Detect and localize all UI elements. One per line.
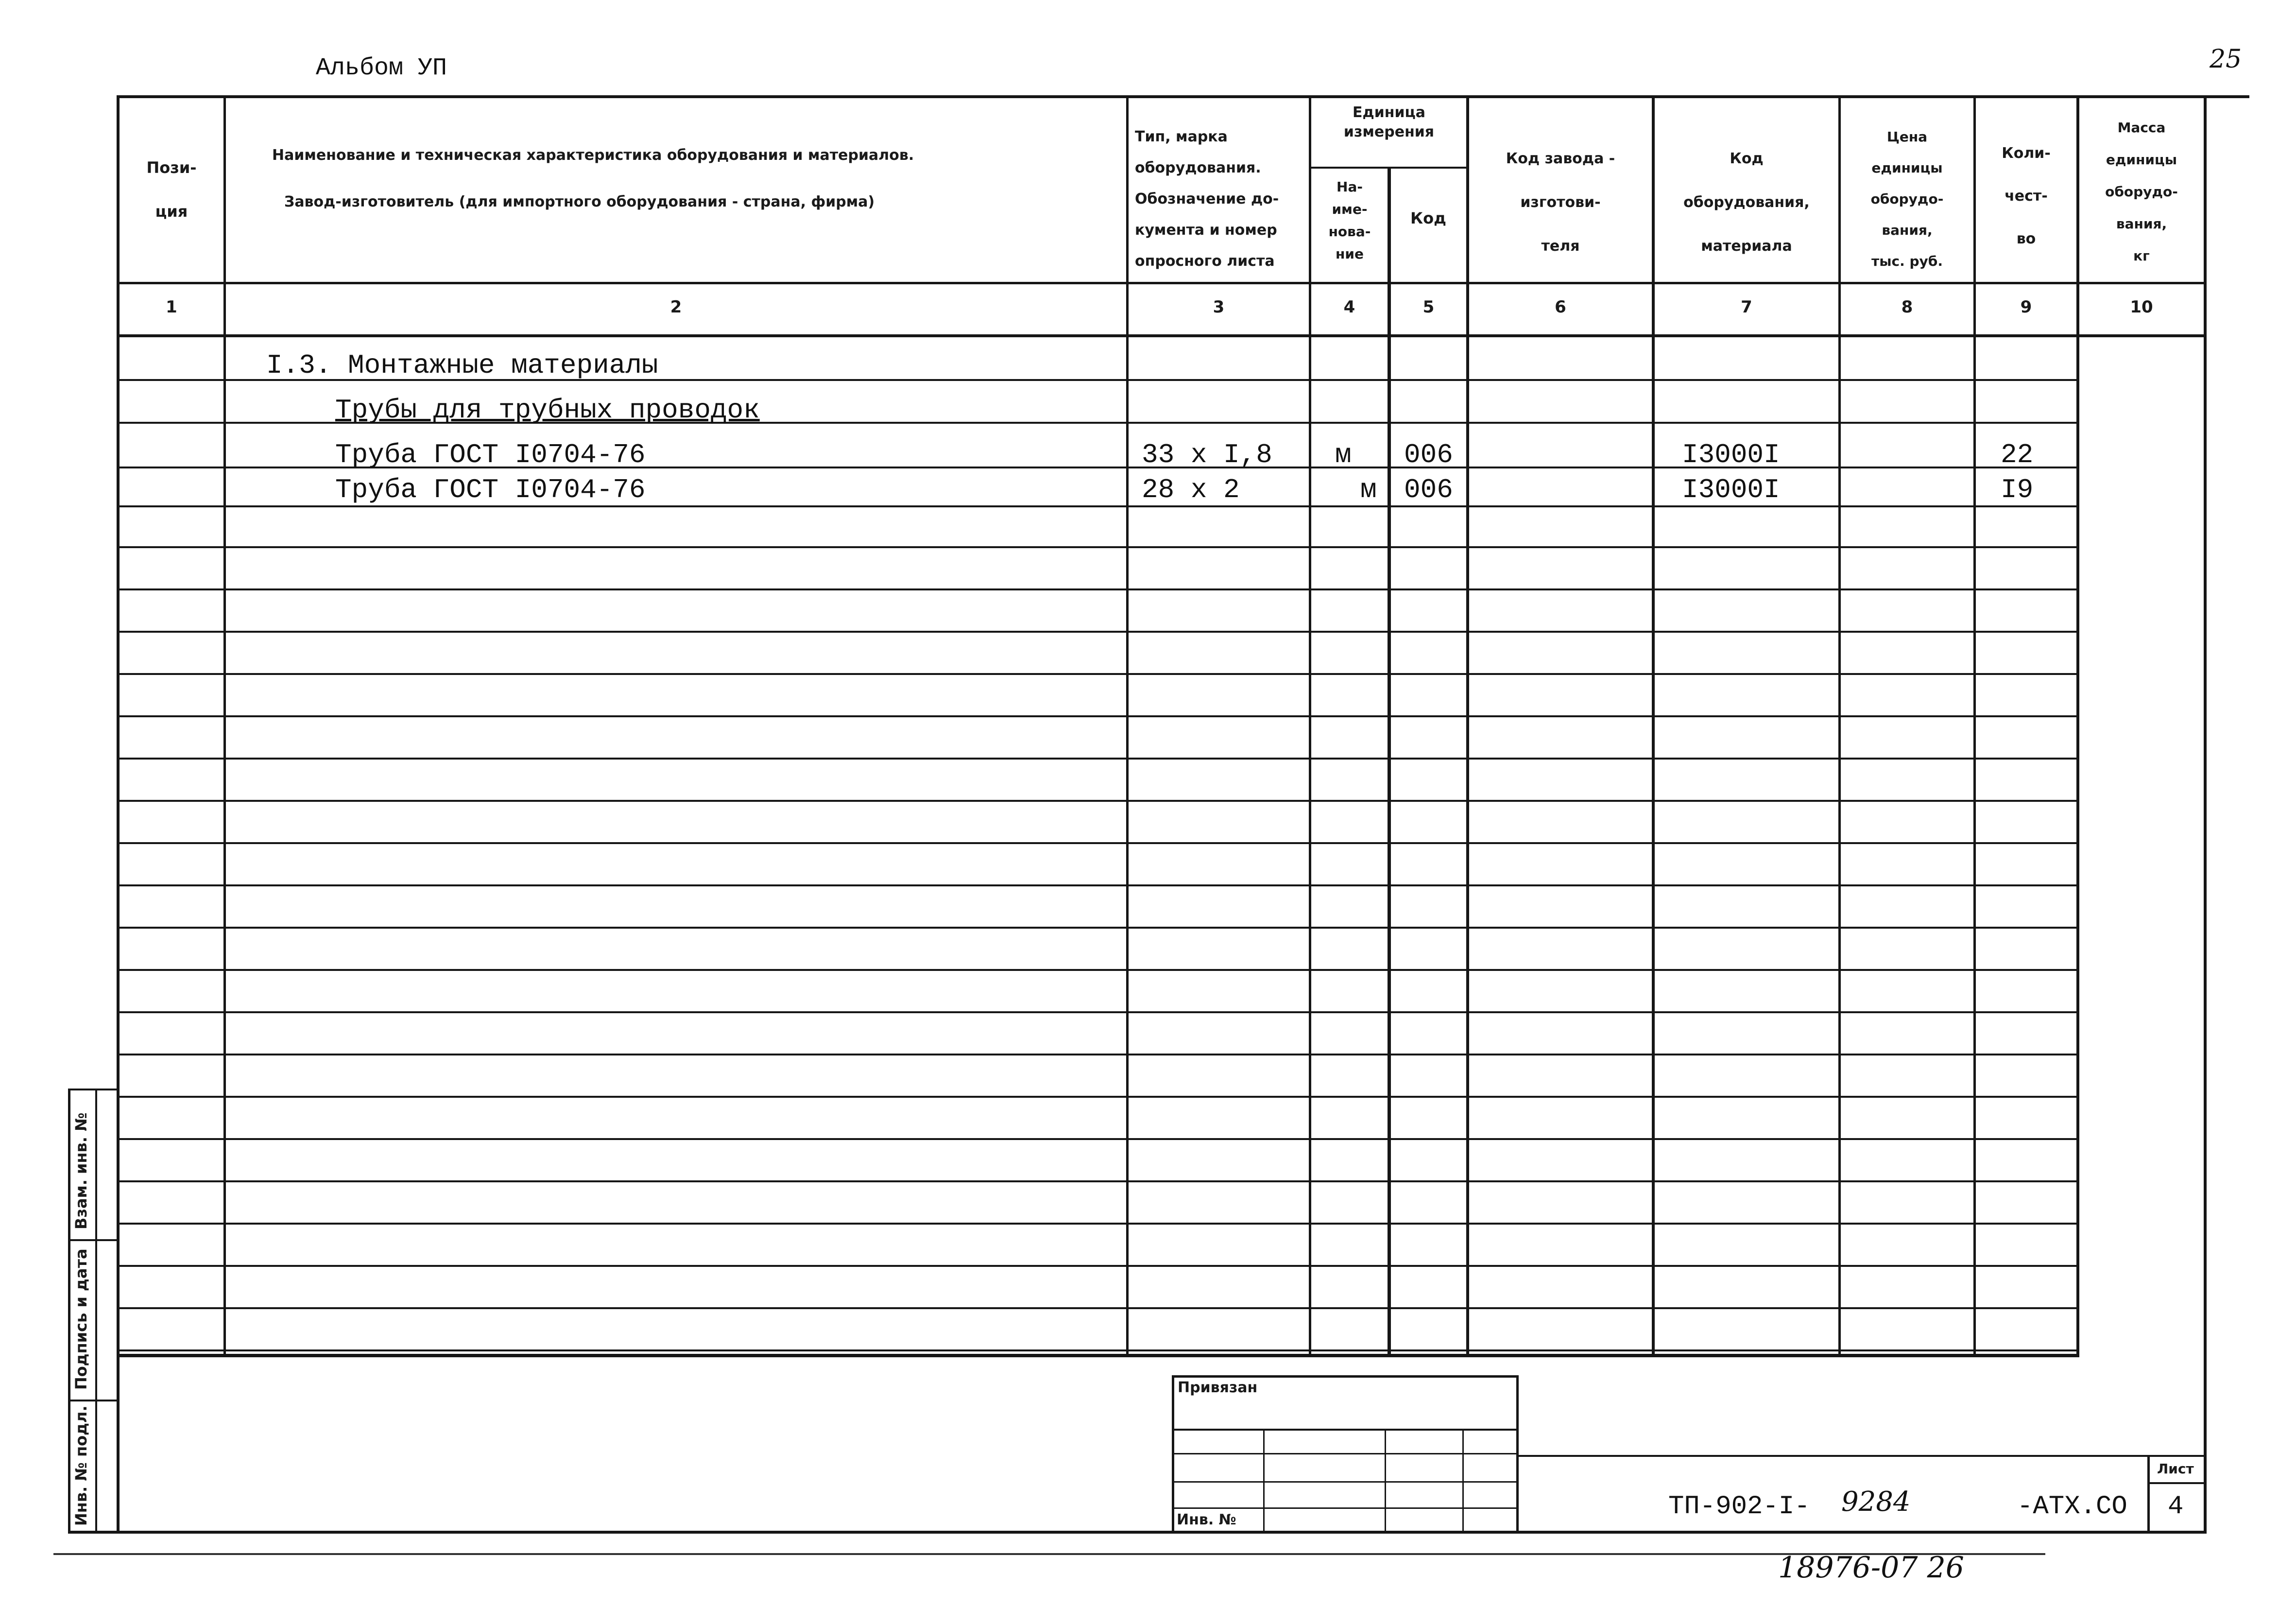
col-line-2 [1126, 95, 1129, 1356]
header-name-l1: Наименование и техническая характеристика оборудования и материалов. [272, 147, 914, 164]
body-row-line [117, 673, 2079, 675]
header-unit-code: Код [1410, 209, 1446, 227]
header-mass-l2: единицы [2106, 152, 2177, 168]
header-position [120, 146, 223, 233]
row-1-unit-code: 006 [1404, 439, 1453, 470]
row-2-unit-code: 006 [1404, 474, 1453, 505]
body-row-line [117, 631, 2079, 633]
body-row-line [117, 1054, 2079, 1055]
row-1-code: I3000I [1682, 439, 1780, 470]
header-plant-code-l2: изготови- [1520, 194, 1601, 211]
side-strip-right [95, 1089, 97, 1534]
header-plant-code-l1: Код завода - [1506, 150, 1615, 167]
body-row-line [117, 715, 2079, 717]
colnum-8: 8 [1901, 297, 1913, 317]
header-bottom-line [117, 282, 2206, 284]
header-type-l5: опросного листа [1135, 253, 1275, 270]
body-row-line [117, 969, 2079, 971]
sheet-box-left [2147, 1455, 2150, 1533]
header-equipment-code-l2: оборудования, [1683, 194, 1810, 211]
header-type-l3: Обозначение до- [1135, 190, 1279, 207]
header-price-l5: тыс. руб. [1871, 253, 1943, 269]
header-price-l2: единицы [1871, 160, 1943, 176]
header-price [1841, 121, 1973, 277]
header-mass-l5: кг [2133, 248, 2150, 264]
sheet-label: Лист [2157, 1461, 2194, 1477]
row-1-name: Труба ГОСТ I0704-76 [335, 439, 646, 470]
header-unit-name [1312, 176, 1388, 265]
col-line-6 [1652, 95, 1655, 1356]
body-row-line [117, 1138, 2079, 1140]
col-line-8 [1973, 95, 1976, 1356]
col-line-7 [1838, 95, 1841, 1356]
colnum-10: 10 [2130, 297, 2153, 317]
header-unit-name-l2: име- [1332, 201, 1368, 217]
body-row-line [117, 1307, 2079, 1309]
sheet-number: 4 [2168, 1492, 2184, 1522]
row-2-unit: м [1360, 474, 1377, 505]
row-section-title: I.3. Монтажные материалы [266, 350, 658, 381]
header-position-l2: ция [155, 202, 188, 221]
body-row-line [117, 800, 2079, 802]
header-plant-code-l3: теля [1541, 238, 1580, 255]
album-title: Альбом УП [316, 54, 447, 82]
header-type-l1: Тип, марка [1135, 128, 1228, 145]
side-strip-div1 [68, 1239, 117, 1241]
body-row-line [117, 588, 2079, 590]
sheet-box-divider [2147, 1482, 2206, 1484]
body-row-line [117, 884, 2079, 886]
header-position-l1: Пози- [146, 158, 197, 177]
side-label-replaced-inv: Взам. инв. № [72, 1112, 90, 1229]
stamp-col2 [1385, 1429, 1386, 1533]
doc-prefix: ТП-902-I- [1668, 1492, 1810, 1522]
header-plant-code [1469, 137, 1652, 268]
stamp-inv-no: Инв. № [1177, 1511, 1236, 1528]
body-row-line [117, 546, 2079, 548]
side-strip-left [68, 1089, 70, 1534]
stamp-main-top [1519, 1455, 2204, 1457]
frame-bottom [68, 1531, 2206, 1534]
stamp-row1 [1172, 1429, 1519, 1431]
stamp-row3 [1172, 1481, 1519, 1483]
body-row-line [117, 758, 2079, 760]
header-unit-group-l2: измерения [1343, 123, 1435, 140]
header-price-l4: вания, [1882, 222, 1933, 238]
bottom-code: 18976-07 26 [1778, 1553, 1964, 1582]
header-price-l1: Цена [1886, 129, 1928, 145]
col-line-1 [223, 95, 226, 1356]
stamp-privyazan: Привязан [1178, 1379, 1258, 1396]
stamp-row2 [1172, 1453, 1519, 1454]
colnum-9: 9 [2020, 297, 2032, 317]
stamp-col1 [1263, 1429, 1265, 1533]
colnum-5: 5 [1422, 297, 1435, 317]
table-bottom-line [117, 1354, 2079, 1357]
row-1-unit: м [1335, 439, 1352, 470]
doc-number: 9284 [1841, 1486, 1911, 1518]
body-row-line [117, 1180, 2079, 1182]
unit-subheader-line [1309, 167, 1468, 169]
header-type-l4: кумента и номер [1135, 222, 1277, 239]
body-row-line [117, 1011, 2079, 1013]
header-equipment-code [1655, 137, 1838, 268]
colnum-bottom-line [117, 334, 2206, 337]
side-strip-div2 [68, 1400, 117, 1401]
colnum-4: 4 [1343, 297, 1355, 317]
col-line-4 [1388, 168, 1391, 1356]
header-price-l3: оборудо- [1870, 191, 1944, 207]
colnum-3: 3 [1213, 297, 1225, 317]
frame-right [2204, 95, 2207, 1534]
header-type [1135, 121, 1310, 277]
page-corner-number: 25 [2210, 45, 2242, 74]
col-line-3 [1309, 95, 1311, 1356]
stamp-row4 [1172, 1507, 1519, 1509]
row-1-qty: 22 [2001, 439, 2034, 470]
body-row-line [117, 505, 2079, 507]
doc-suffix: -АТХ.СО [2017, 1492, 2127, 1522]
frame-top [117, 95, 2249, 98]
body-row-line [117, 927, 2079, 929]
bottom-rule [53, 1553, 2045, 1555]
body-row-line [117, 1265, 2079, 1267]
col-line-5 [1466, 95, 1469, 1356]
colnum-6: 6 [1555, 297, 1566, 317]
header-unit-name-l3: нова- [1328, 224, 1371, 240]
header-equipment-code-l3: материала [1701, 238, 1792, 255]
side-label-original-inv: Инв. № подл. [72, 1405, 90, 1526]
header-quantity [1976, 132, 2076, 260]
stamp-col3 [1462, 1429, 1464, 1533]
row-subsection-title: Трубы для трубных проводок [335, 395, 760, 426]
row-2-name: Труба ГОСТ I0704-76 [335, 474, 646, 505]
side-strip-top [68, 1089, 117, 1090]
header-equipment-code-l1: Код [1730, 150, 1764, 167]
body-row-line [117, 1223, 2079, 1225]
header-quantity-l3: во [2016, 230, 2036, 247]
colnum-2: 2 [670, 297, 682, 317]
header-unit-name-l1: На- [1336, 179, 1363, 195]
header-mass-l3: оборудо- [2105, 184, 2178, 200]
header-type-l2: оборудования. [1135, 159, 1261, 176]
header-unit-name-l4: ние [1336, 246, 1364, 262]
row-1-type: 33 x I,8 [1142, 439, 1272, 470]
row-2-type: 28 x 2 [1142, 474, 1240, 505]
header-mass-l1: Масса [2117, 120, 2166, 136]
header-name-l2: Завод-изготовитель (для импортного оборудования - страна, фирма) [284, 193, 875, 210]
header-quantity-l1: Коли- [2002, 145, 2051, 162]
body-row-line [117, 842, 2079, 844]
row-2-qty: I9 [2001, 474, 2034, 505]
side-label-signature-date: Подпись и дата [72, 1248, 90, 1390]
header-unit-group-l1: Единица [1353, 104, 1425, 121]
header-mass [2079, 112, 2204, 272]
col-line-9 [2076, 95, 2079, 1356]
row-2-code: I3000I [1682, 474, 1780, 505]
body-row-line [117, 1096, 2079, 1098]
body-row-line [117, 1349, 2079, 1351]
colnum-1: 1 [166, 297, 177, 317]
stamp-top [1172, 1375, 1519, 1378]
header-quantity-l2: чест- [2005, 188, 2048, 205]
header-unit-group [1312, 103, 1466, 142]
colnum-7: 7 [1741, 297, 1752, 317]
header-mass-l4: вания, [2116, 216, 2167, 232]
